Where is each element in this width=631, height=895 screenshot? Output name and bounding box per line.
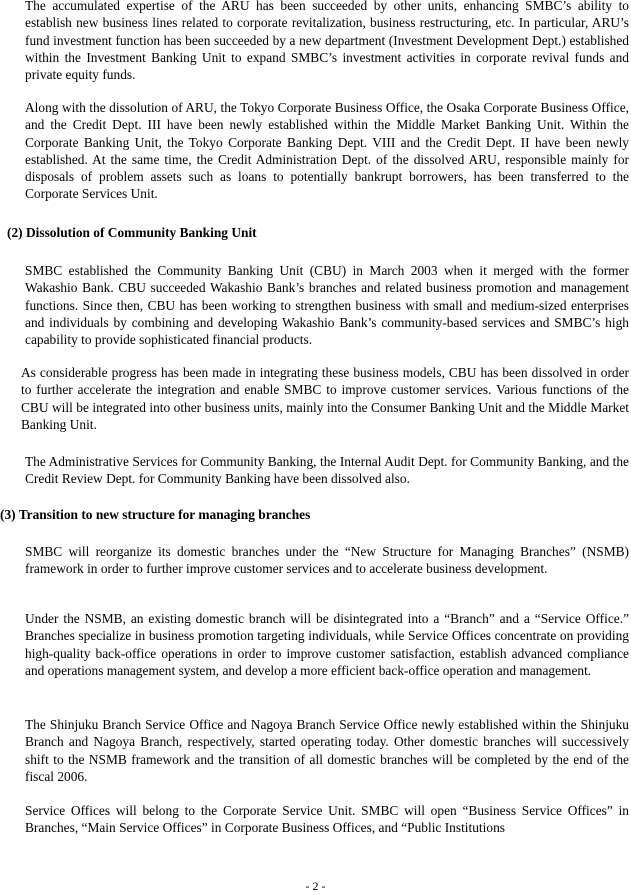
- paragraph-nsmb-shinjuku-nagoya: The Shinjuku Branch Service Office and Nagoya Branch Service Office newly established within the Shinjuku Branch and Nagoya Branch, respectively, started operating today. Other domestic branches will successively shift to the NSMB framework and the transition of all domestic branches will be completed by the end of the fiscal 2006.: [25, 717, 629, 784]
- paragraph-service-offices: Service Offices will belong to the Corporate Service Unit. SMBC will open “Business Service Offices” in Branches, “Main Service Offices” in Corporate Business Offices, and “Public Institutions: [25, 803, 629, 836]
- paragraph-nsmb-branch-service-office: Under the NSMB, an existing domestic branch will be disintegrated into a “Branch” and a “Service Office.” Branches specialize in business promotion targeting individuals, while Service Offices concentrate on providing high-quality back-office operations in order to improve customer satisfaction, establish advanced compliance and operations management system, and develop a more efficient back-office operation and management.: [25, 611, 629, 678]
- paragraph-cbu-established: SMBC established the Community Banking Unit (CBU) in March 2003 when it merged with the former Wakashio Bank. CBU succeeded Wakashio Bank’s branches and related business promotion and management functions. Since then, CBU has been working to strengthen business with small and medium-sized enterprises and individuals by combining and developing Wakashio Bank’s community-based services and SMBC’s high capability to provide sophisticated financial products.: [25, 263, 629, 348]
- section-heading-branch-structure: (3) Transition to new structure for managing branches: [0, 507, 311, 522]
- paragraph-cbu-admin-dissolved: The Administrative Services for Community Banking, the Internal Audit Dept. for Community Banking, and the Credit Review Dept. for Community Banking have been dissolved also.: [25, 454, 629, 487]
- paragraph-aru-dissolution: Along with the dissolution of ARU, the Tokyo Corporate Business Office, the Osaka Corporate Business Office, and the Credit Dept. III have been newly established within the Middle Market Banking Unit. Within the Corporate Banking Unit, the Tokyo Corporate Banking Dept. VIII and the Credit Dept. II have been newly established. At the same time, the Credit Administration Dept. of the dissolved ARU, responsible mainly for disposals of problem assets such as loans to potentially bankrupt borrowers, has been transferred to the Corporate Services Unit.: [25, 100, 629, 202]
- paragraph-aru-expertise: The accumulated expertise of the ARU has been succeeded by other units, enhancing SMBC’s ability to establish new business lines related to corporate revitalization, business restructuring, etc. In particular, ARU’s fund investment function has been succeeded by a new department (Investment Development Dept.) established within the Investment Banking Unit to expand SMBC’s investment activities in corporate revival funds and private equity funds.: [25, 0, 629, 83]
- paragraph-cbu-dissolved: As considerable progress has been made in integrating these business models, CBU has been dissolved in order to further accelerate the integration and enable SMBC to improve customer services. Various functions of the CBU will be integrated into other business units, mainly into the Consumer Banking Unit and the Middle Market Banking Unit.: [21, 365, 629, 432]
- paragraph-nsmb-reorganize: SMBC will reorganize its domestic branches under the “New Structure for Managing Branches” (NSMB) framework in order to further improve customer services and to accelerate business development.: [25, 544, 629, 577]
- page-number: - 2 -: [305, 879, 326, 893]
- section-heading-community-banking: (2) Dissolution of Community Banking Unit: [7, 225, 257, 240]
